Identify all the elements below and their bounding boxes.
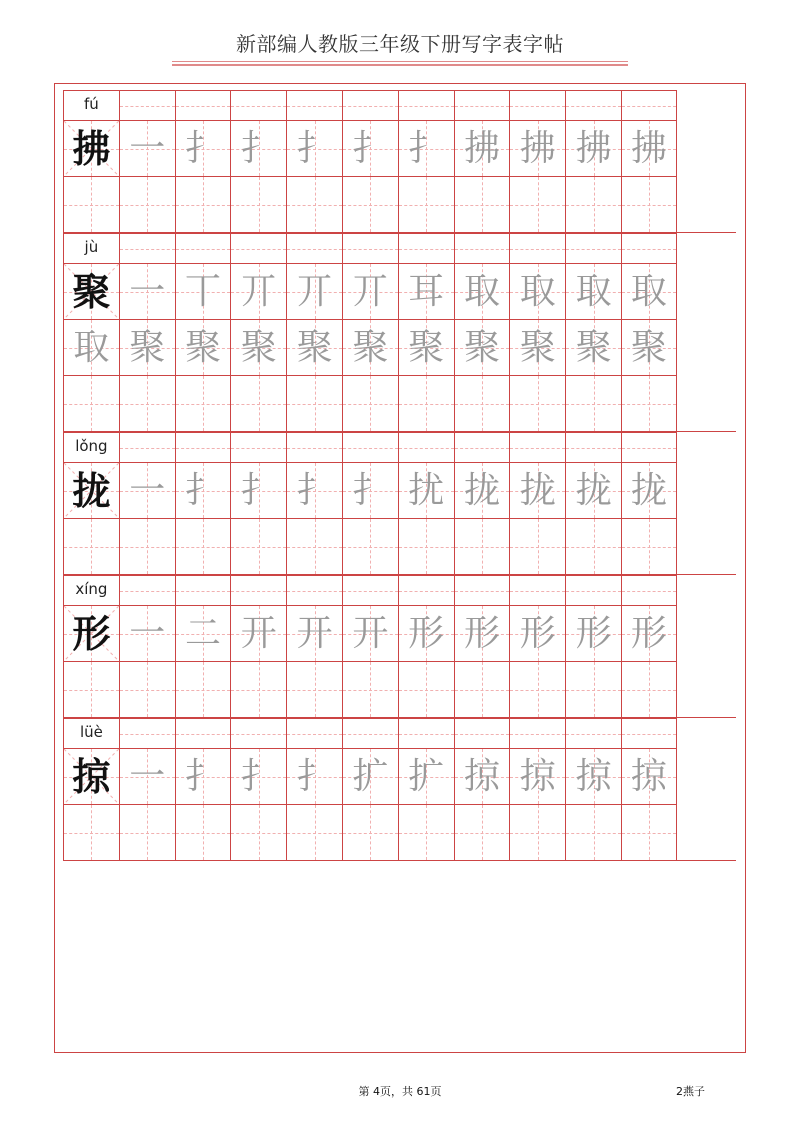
writing-row bbox=[63, 518, 736, 574]
pinyin-cell bbox=[119, 233, 175, 263]
trace-stroke: 丌 bbox=[240, 270, 277, 312]
trace-cell bbox=[454, 319, 510, 375]
pinyin-cell bbox=[63, 432, 119, 462]
page-number: 第 4页，共 61页 bbox=[358, 1085, 442, 1098]
character-group bbox=[63, 233, 736, 432]
trace-stroke: 扌 bbox=[296, 469, 333, 511]
blank-practice-cell[interactable] bbox=[565, 804, 621, 860]
trace-stroke: 拢 bbox=[463, 469, 500, 511]
blank-practice-cell[interactable] bbox=[621, 804, 677, 860]
pinyin-cell bbox=[509, 90, 565, 120]
pinyin-cell bbox=[175, 432, 231, 462]
pinyin-cell bbox=[286, 575, 342, 605]
blank-practice-cell[interactable] bbox=[119, 518, 175, 574]
blank-practice-cell[interactable] bbox=[454, 176, 510, 232]
pinyin-cell bbox=[621, 575, 677, 605]
trace-cell bbox=[621, 319, 677, 375]
pinyin-cell bbox=[454, 575, 510, 605]
pinyin-cell bbox=[342, 575, 398, 605]
pinyin-cell bbox=[63, 90, 119, 120]
pinyin-cell bbox=[342, 432, 398, 462]
trace-cell bbox=[286, 748, 342, 804]
pinyin-cell bbox=[454, 432, 510, 462]
model-character: 形 bbox=[72, 610, 111, 656]
blank-practice-cell[interactable] bbox=[342, 661, 398, 717]
trace-cell bbox=[230, 462, 286, 518]
pinyin-label: lǒng bbox=[75, 437, 108, 455]
trace-stroke: 形 bbox=[630, 612, 667, 654]
pinyin-cell bbox=[63, 233, 119, 263]
trace-cell bbox=[565, 120, 621, 176]
pinyin-cell bbox=[509, 233, 565, 263]
model-character: 拂 bbox=[72, 125, 111, 171]
trace-cell bbox=[565, 319, 621, 375]
blank-practice-cell[interactable] bbox=[565, 518, 621, 574]
trace-cell bbox=[342, 462, 398, 518]
trace-stroke: 聚 bbox=[519, 326, 556, 368]
pinyin-cell bbox=[175, 718, 231, 748]
pinyin-cell bbox=[119, 432, 175, 462]
trace-stroke: 丌 bbox=[352, 270, 389, 312]
pinyin-cell bbox=[398, 718, 454, 748]
trace-cell bbox=[286, 319, 342, 375]
trace-stroke: 取 bbox=[463, 270, 500, 312]
pinyin-label: xíng bbox=[75, 580, 108, 598]
pinyin-cell bbox=[398, 575, 454, 605]
character-group bbox=[63, 90, 736, 233]
trace-stroke: 扰 bbox=[408, 469, 445, 511]
trace-cell bbox=[286, 263, 342, 319]
trace-cell bbox=[398, 263, 454, 319]
trace-cell bbox=[454, 462, 510, 518]
trace-stroke: 二 bbox=[184, 612, 221, 654]
pinyin-cell bbox=[398, 432, 454, 462]
pinyin-cell bbox=[286, 90, 342, 120]
group-divider bbox=[63, 860, 736, 861]
trace-stroke: 扌 bbox=[240, 469, 277, 511]
trace-cell bbox=[454, 748, 510, 804]
blank-practice-cell[interactable] bbox=[398, 661, 454, 717]
pinyin-cell bbox=[119, 718, 175, 748]
trace-stroke: 聚 bbox=[408, 326, 445, 368]
pinyin-cell bbox=[509, 432, 565, 462]
trace-stroke: 扌 bbox=[352, 469, 389, 511]
trace-cell bbox=[565, 263, 621, 319]
pinyin-cell bbox=[454, 90, 510, 120]
trace-cell bbox=[175, 120, 231, 176]
trace-stroke: 拂 bbox=[463, 127, 500, 169]
trace-stroke: 形 bbox=[575, 612, 612, 654]
author-label: 2燕子 bbox=[676, 1085, 705, 1098]
trace-cell bbox=[509, 605, 565, 661]
trace-stroke: 拂 bbox=[630, 127, 667, 169]
trace-cell bbox=[621, 748, 677, 804]
trace-stroke: 丌 bbox=[296, 270, 333, 312]
character-group bbox=[63, 718, 736, 861]
blank-practice-cell[interactable] bbox=[621, 518, 677, 574]
trace-cell bbox=[342, 605, 398, 661]
trace-cell bbox=[119, 263, 175, 319]
trace-cell bbox=[398, 319, 454, 375]
blank-practice-cell[interactable] bbox=[175, 518, 231, 574]
trace-cell bbox=[509, 319, 565, 375]
writing-row bbox=[63, 661, 736, 717]
blank-practice-cell[interactable] bbox=[342, 375, 398, 431]
model-character-cell bbox=[63, 462, 119, 518]
trace-cell bbox=[175, 605, 231, 661]
trace-cell bbox=[621, 605, 677, 661]
pinyin-row bbox=[63, 432, 736, 462]
pinyin-cell bbox=[63, 575, 119, 605]
trace-cell bbox=[175, 462, 231, 518]
trace-stroke: 开 bbox=[352, 612, 389, 654]
blank-practice-cell[interactable] bbox=[621, 661, 677, 717]
blank-practice-cell[interactable] bbox=[398, 804, 454, 860]
pinyin-row bbox=[63, 233, 736, 263]
trace-stroke: 掠 bbox=[463, 755, 500, 797]
blank-practice-cell[interactable] bbox=[342, 518, 398, 574]
trace-cell bbox=[509, 462, 565, 518]
trace-stroke: 扌 bbox=[408, 127, 445, 169]
blank-practice-cell[interactable] bbox=[565, 375, 621, 431]
trace-stroke: 形 bbox=[408, 612, 445, 654]
model-character-cell bbox=[63, 748, 119, 804]
trace-cell bbox=[454, 120, 510, 176]
trace-cell bbox=[621, 120, 677, 176]
trace-stroke: 聚 bbox=[184, 326, 221, 368]
writing-row bbox=[63, 263, 736, 319]
trace-stroke: 扌 bbox=[240, 127, 277, 169]
blank-practice-cell[interactable] bbox=[63, 804, 119, 860]
trace-stroke: 掠 bbox=[575, 755, 612, 797]
trace-stroke: 扩 bbox=[408, 755, 445, 797]
trace-stroke: 扌 bbox=[296, 755, 333, 797]
trace-stroke: 扌 bbox=[184, 755, 221, 797]
pinyin-cell bbox=[63, 718, 119, 748]
trace-stroke: 扌 bbox=[240, 755, 277, 797]
trace-stroke: 拢 bbox=[519, 469, 556, 511]
blank-practice-cell[interactable] bbox=[454, 661, 510, 717]
blank-practice-cell[interactable] bbox=[230, 804, 286, 860]
trace-stroke: 取 bbox=[73, 326, 110, 368]
trace-cell bbox=[230, 748, 286, 804]
trace-cell bbox=[509, 120, 565, 176]
trace-cell bbox=[342, 748, 398, 804]
trace-cell bbox=[565, 605, 621, 661]
blank-practice-cell[interactable] bbox=[621, 375, 677, 431]
model-character-cell bbox=[63, 120, 119, 176]
blank-practice-cell[interactable] bbox=[509, 375, 565, 431]
trace-cell bbox=[119, 748, 175, 804]
pinyin-cell bbox=[565, 90, 621, 120]
trace-cell bbox=[175, 319, 231, 375]
pinyin-cell bbox=[621, 718, 677, 748]
pinyin-cell bbox=[454, 718, 510, 748]
writing-row bbox=[63, 319, 736, 375]
blank-practice-cell[interactable] bbox=[286, 375, 342, 431]
blank-practice-cell[interactable] bbox=[286, 518, 342, 574]
trace-cell bbox=[286, 120, 342, 176]
trace-cell bbox=[119, 319, 175, 375]
trace-stroke: 丅 bbox=[184, 270, 221, 312]
pinyin-cell bbox=[230, 575, 286, 605]
blank-practice-cell[interactable] bbox=[119, 804, 175, 860]
blank-practice-cell[interactable] bbox=[63, 661, 119, 717]
pinyin-cell bbox=[286, 718, 342, 748]
trace-stroke: 形 bbox=[463, 612, 500, 654]
trace-cell bbox=[342, 319, 398, 375]
blank-practice-cell[interactable] bbox=[230, 375, 286, 431]
trace-cell bbox=[398, 462, 454, 518]
trace-stroke: 拂 bbox=[575, 127, 612, 169]
blank-practice-cell[interactable] bbox=[230, 518, 286, 574]
writing-row bbox=[63, 605, 736, 661]
trace-cell bbox=[119, 605, 175, 661]
character-group bbox=[63, 432, 736, 575]
blank-practice-cell[interactable] bbox=[398, 375, 454, 431]
pinyin-label: fú bbox=[84, 95, 99, 113]
pinyin-row bbox=[63, 90, 736, 120]
blank-practice-cell[interactable] bbox=[175, 176, 231, 232]
trace-cell bbox=[119, 120, 175, 176]
writing-row bbox=[63, 804, 736, 860]
blank-practice-cell[interactable] bbox=[565, 176, 621, 232]
trace-stroke: 聚 bbox=[129, 326, 166, 368]
trace-stroke: 取 bbox=[519, 270, 556, 312]
pinyin-cell bbox=[565, 233, 621, 263]
trace-cell bbox=[398, 120, 454, 176]
trace-cell bbox=[454, 263, 510, 319]
trace-stroke: 拂 bbox=[519, 127, 556, 169]
blank-practice-cell[interactable] bbox=[230, 661, 286, 717]
blank-practice-cell[interactable] bbox=[509, 804, 565, 860]
trace-cell bbox=[398, 605, 454, 661]
trace-stroke: 形 bbox=[519, 612, 556, 654]
blank-practice-cell[interactable] bbox=[286, 804, 342, 860]
trace-stroke: 取 bbox=[630, 270, 667, 312]
pinyin-cell bbox=[342, 718, 398, 748]
pinyin-cell bbox=[621, 233, 677, 263]
trace-stroke: 聚 bbox=[296, 326, 333, 368]
trace-cell bbox=[342, 120, 398, 176]
pinyin-cell bbox=[621, 432, 677, 462]
trace-cell bbox=[230, 120, 286, 176]
trace-stroke: 耳 bbox=[408, 270, 445, 312]
blank-practice-cell[interactable] bbox=[63, 518, 119, 574]
blank-practice-cell[interactable] bbox=[63, 375, 119, 431]
blank-practice-cell[interactable] bbox=[454, 375, 510, 431]
trace-cell bbox=[454, 605, 510, 661]
pinyin-cell bbox=[398, 90, 454, 120]
writing-row bbox=[63, 748, 736, 804]
trace-stroke: 扌 bbox=[184, 127, 221, 169]
blank-practice-cell[interactable] bbox=[286, 661, 342, 717]
model-character-cell bbox=[63, 263, 119, 319]
writing-row bbox=[63, 120, 736, 176]
pinyin-row bbox=[63, 718, 736, 748]
model-character: 掠 bbox=[72, 753, 111, 799]
pinyin-cell bbox=[565, 718, 621, 748]
trace-stroke: 一 bbox=[129, 612, 166, 654]
blank-practice-cell[interactable] bbox=[175, 804, 231, 860]
trace-cell bbox=[230, 263, 286, 319]
trace-stroke: 掠 bbox=[519, 755, 556, 797]
blank-practice-cell[interactable] bbox=[565, 661, 621, 717]
pinyin-cell bbox=[454, 233, 510, 263]
trace-stroke: 一 bbox=[129, 270, 166, 312]
trace-cell bbox=[230, 605, 286, 661]
trace-stroke: 开 bbox=[296, 612, 333, 654]
practice-grid bbox=[63, 90, 736, 861]
trace-stroke: 掠 bbox=[630, 755, 667, 797]
pinyin-cell bbox=[565, 575, 621, 605]
pinyin-cell bbox=[119, 575, 175, 605]
pinyin-cell bbox=[230, 432, 286, 462]
trace-cell bbox=[509, 263, 565, 319]
trace-cell bbox=[119, 462, 175, 518]
trace-cell bbox=[509, 748, 565, 804]
pinyin-cell bbox=[509, 575, 565, 605]
trace-cell bbox=[565, 462, 621, 518]
pinyin-row bbox=[63, 575, 736, 605]
page-title: 新部编人教版三年级下册写字表字帖 bbox=[236, 32, 564, 56]
blank-practice-cell[interactable] bbox=[119, 661, 175, 717]
blank-practice-cell[interactable] bbox=[119, 176, 175, 232]
trace-stroke: 聚 bbox=[630, 326, 667, 368]
pinyin-label: lüè bbox=[79, 723, 103, 741]
blank-practice-cell[interactable] bbox=[509, 176, 565, 232]
title-underline-thick bbox=[172, 64, 628, 66]
trace-cell bbox=[342, 263, 398, 319]
blank-practice-cell[interactable] bbox=[509, 661, 565, 717]
title-underline bbox=[172, 61, 628, 62]
trace-stroke: 一 bbox=[129, 755, 166, 797]
pinyin-cell bbox=[230, 718, 286, 748]
trace-stroke: 开 bbox=[240, 612, 277, 654]
model-character-cell bbox=[63, 605, 119, 661]
blank-practice-cell[interactable] bbox=[175, 661, 231, 717]
trace-cell bbox=[398, 748, 454, 804]
model-character: 拢 bbox=[72, 467, 111, 513]
pinyin-cell bbox=[398, 233, 454, 263]
trace-stroke: 一 bbox=[129, 127, 166, 169]
trace-stroke: 扌 bbox=[184, 469, 221, 511]
trace-cell bbox=[621, 462, 677, 518]
pinyin-cell bbox=[230, 90, 286, 120]
trace-stroke: 取 bbox=[575, 270, 612, 312]
blank-practice-cell[interactable] bbox=[342, 804, 398, 860]
trace-stroke: 拢 bbox=[630, 469, 667, 511]
writing-row bbox=[63, 462, 736, 518]
trace-stroke: 扩 bbox=[352, 755, 389, 797]
trace-cell bbox=[175, 263, 231, 319]
trace-stroke: 聚 bbox=[463, 326, 500, 368]
trace-cell bbox=[286, 605, 342, 661]
blank-practice-cell[interactable] bbox=[63, 176, 119, 232]
blank-practice-cell[interactable] bbox=[454, 518, 510, 574]
pinyin-cell bbox=[565, 432, 621, 462]
blank-practice-cell[interactable] bbox=[621, 176, 677, 232]
trace-cell bbox=[621, 263, 677, 319]
blank-practice-cell[interactable] bbox=[454, 804, 510, 860]
blank-practice-cell[interactable] bbox=[119, 375, 175, 431]
pinyin-cell bbox=[175, 233, 231, 263]
pinyin-cell bbox=[119, 90, 175, 120]
pinyin-cell bbox=[342, 233, 398, 263]
pinyin-cell bbox=[509, 718, 565, 748]
trace-cell bbox=[175, 748, 231, 804]
model-character: 聚 bbox=[72, 268, 111, 314]
trace-stroke: 扌 bbox=[352, 127, 389, 169]
pinyin-cell bbox=[175, 575, 231, 605]
pinyin-cell bbox=[175, 90, 231, 120]
pinyin-cell bbox=[286, 233, 342, 263]
trace-stroke: 聚 bbox=[575, 326, 612, 368]
trace-cell bbox=[565, 748, 621, 804]
trace-stroke: 聚 bbox=[352, 326, 389, 368]
trace-cell bbox=[286, 462, 342, 518]
blank-practice-cell[interactable] bbox=[175, 375, 231, 431]
blank-practice-cell[interactable] bbox=[230, 176, 286, 232]
trace-stroke: 聚 bbox=[240, 326, 277, 368]
pinyin-cell bbox=[230, 233, 286, 263]
blank-practice-cell[interactable] bbox=[398, 176, 454, 232]
writing-row bbox=[63, 375, 736, 431]
blank-practice-cell[interactable] bbox=[286, 176, 342, 232]
trace-stroke: 拢 bbox=[575, 469, 612, 511]
character-group bbox=[63, 575, 736, 718]
blank-practice-cell[interactable] bbox=[398, 518, 454, 574]
trace-stroke: 一 bbox=[129, 469, 166, 511]
trace-cell bbox=[63, 319, 119, 375]
blank-practice-cell[interactable] bbox=[342, 176, 398, 232]
trace-cell bbox=[230, 319, 286, 375]
blank-practice-cell[interactable] bbox=[509, 518, 565, 574]
pinyin-cell bbox=[342, 90, 398, 120]
trace-stroke: 扌 bbox=[296, 127, 333, 169]
pinyin-cell bbox=[286, 432, 342, 462]
pinyin-cell bbox=[621, 90, 677, 120]
pinyin-label: jù bbox=[84, 238, 99, 256]
writing-row bbox=[63, 176, 736, 232]
